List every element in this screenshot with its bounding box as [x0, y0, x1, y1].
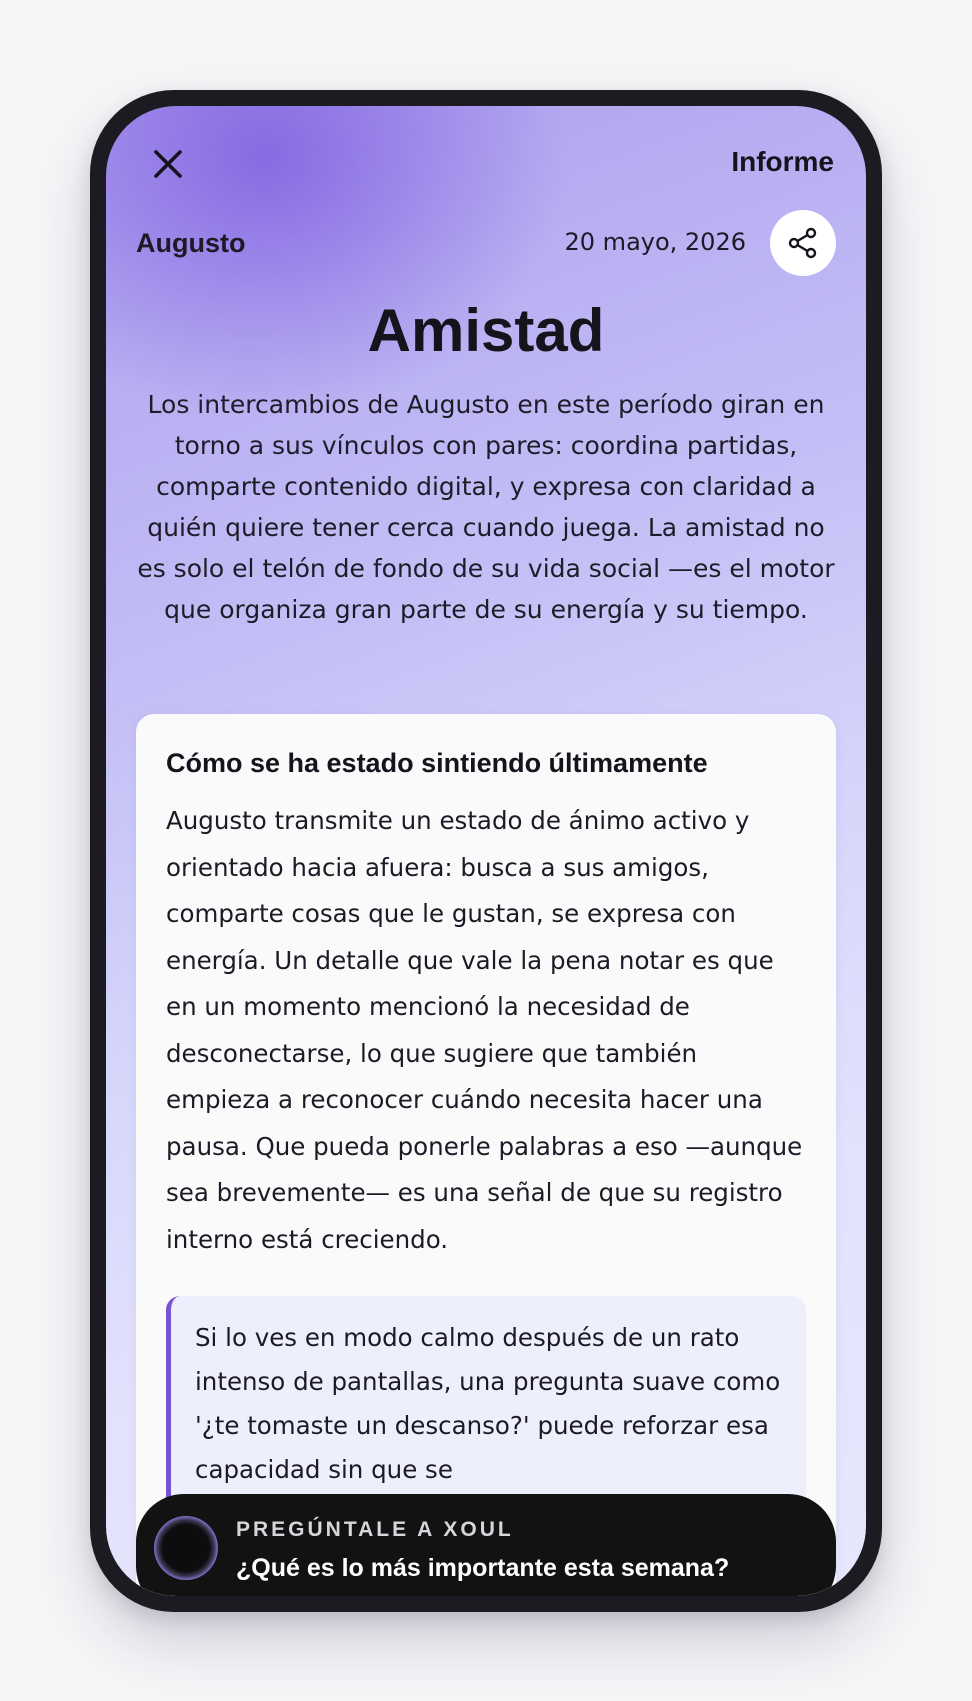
mood-card-body: Augusto transmite un estado de ánimo activo y orientado hacia afuera: busca a sus amigos, comparte cosas que le gustan, se expresa con energía. Un detalle que vale la pena notar es que en un momento mencionó la necesidad de desconectarse, lo que sugiere que también empieza a reconocer cuándo necesita hacer una pausa. Que pueda ponerle palabras a eso —aunque sea brevemente— es una señal de que su registro interno está creciendo.	[166, 806, 803, 1254]
xoul-orb-icon	[154, 1516, 218, 1580]
tip-text: Si lo ves en modo calmo después de un rato intenso de pantallas, una pregunta suave como '¿te tomaste un descanso?' puede reforzar esa capacidad sin que se	[195, 1323, 781, 1484]
topic-summary: Los intercambios de Augusto en este período giran en torno a sus vínculos con pares: coordina partidas, comparte contenido digital, y expresa con claridad a quién quiere tener cerca cuando juega. La amistad no es solo el telón de fondo de su vida social —es el motor que organiza gran parte de su energía y su tiempo.	[137, 390, 835, 624]
mood-card-heading: Cómo se ha estado sintiendo últimamente	[166, 748, 708, 778]
close-icon	[148, 144, 188, 184]
report-date: 20 mayo, 2026	[564, 228, 746, 256]
mood-card	[136, 714, 836, 1596]
child-name: Augusto	[136, 228, 246, 258]
close-button[interactable]	[148, 144, 188, 184]
app-screen	[106, 106, 866, 1596]
phone-frame	[90, 90, 882, 1612]
share-icon	[786, 226, 820, 260]
page-title: Informe	[731, 146, 834, 177]
ask-xoul-label: PREGÚNTALE A XOUL	[236, 1518, 514, 1541]
topic-title: Amistad	[367, 297, 605, 364]
share-button[interactable]	[770, 210, 836, 276]
ask-xoul-button[interactable]	[136, 1494, 836, 1596]
ask-xoul-question: ¿Qué es lo más importante esta semana?	[236, 1554, 730, 1582]
